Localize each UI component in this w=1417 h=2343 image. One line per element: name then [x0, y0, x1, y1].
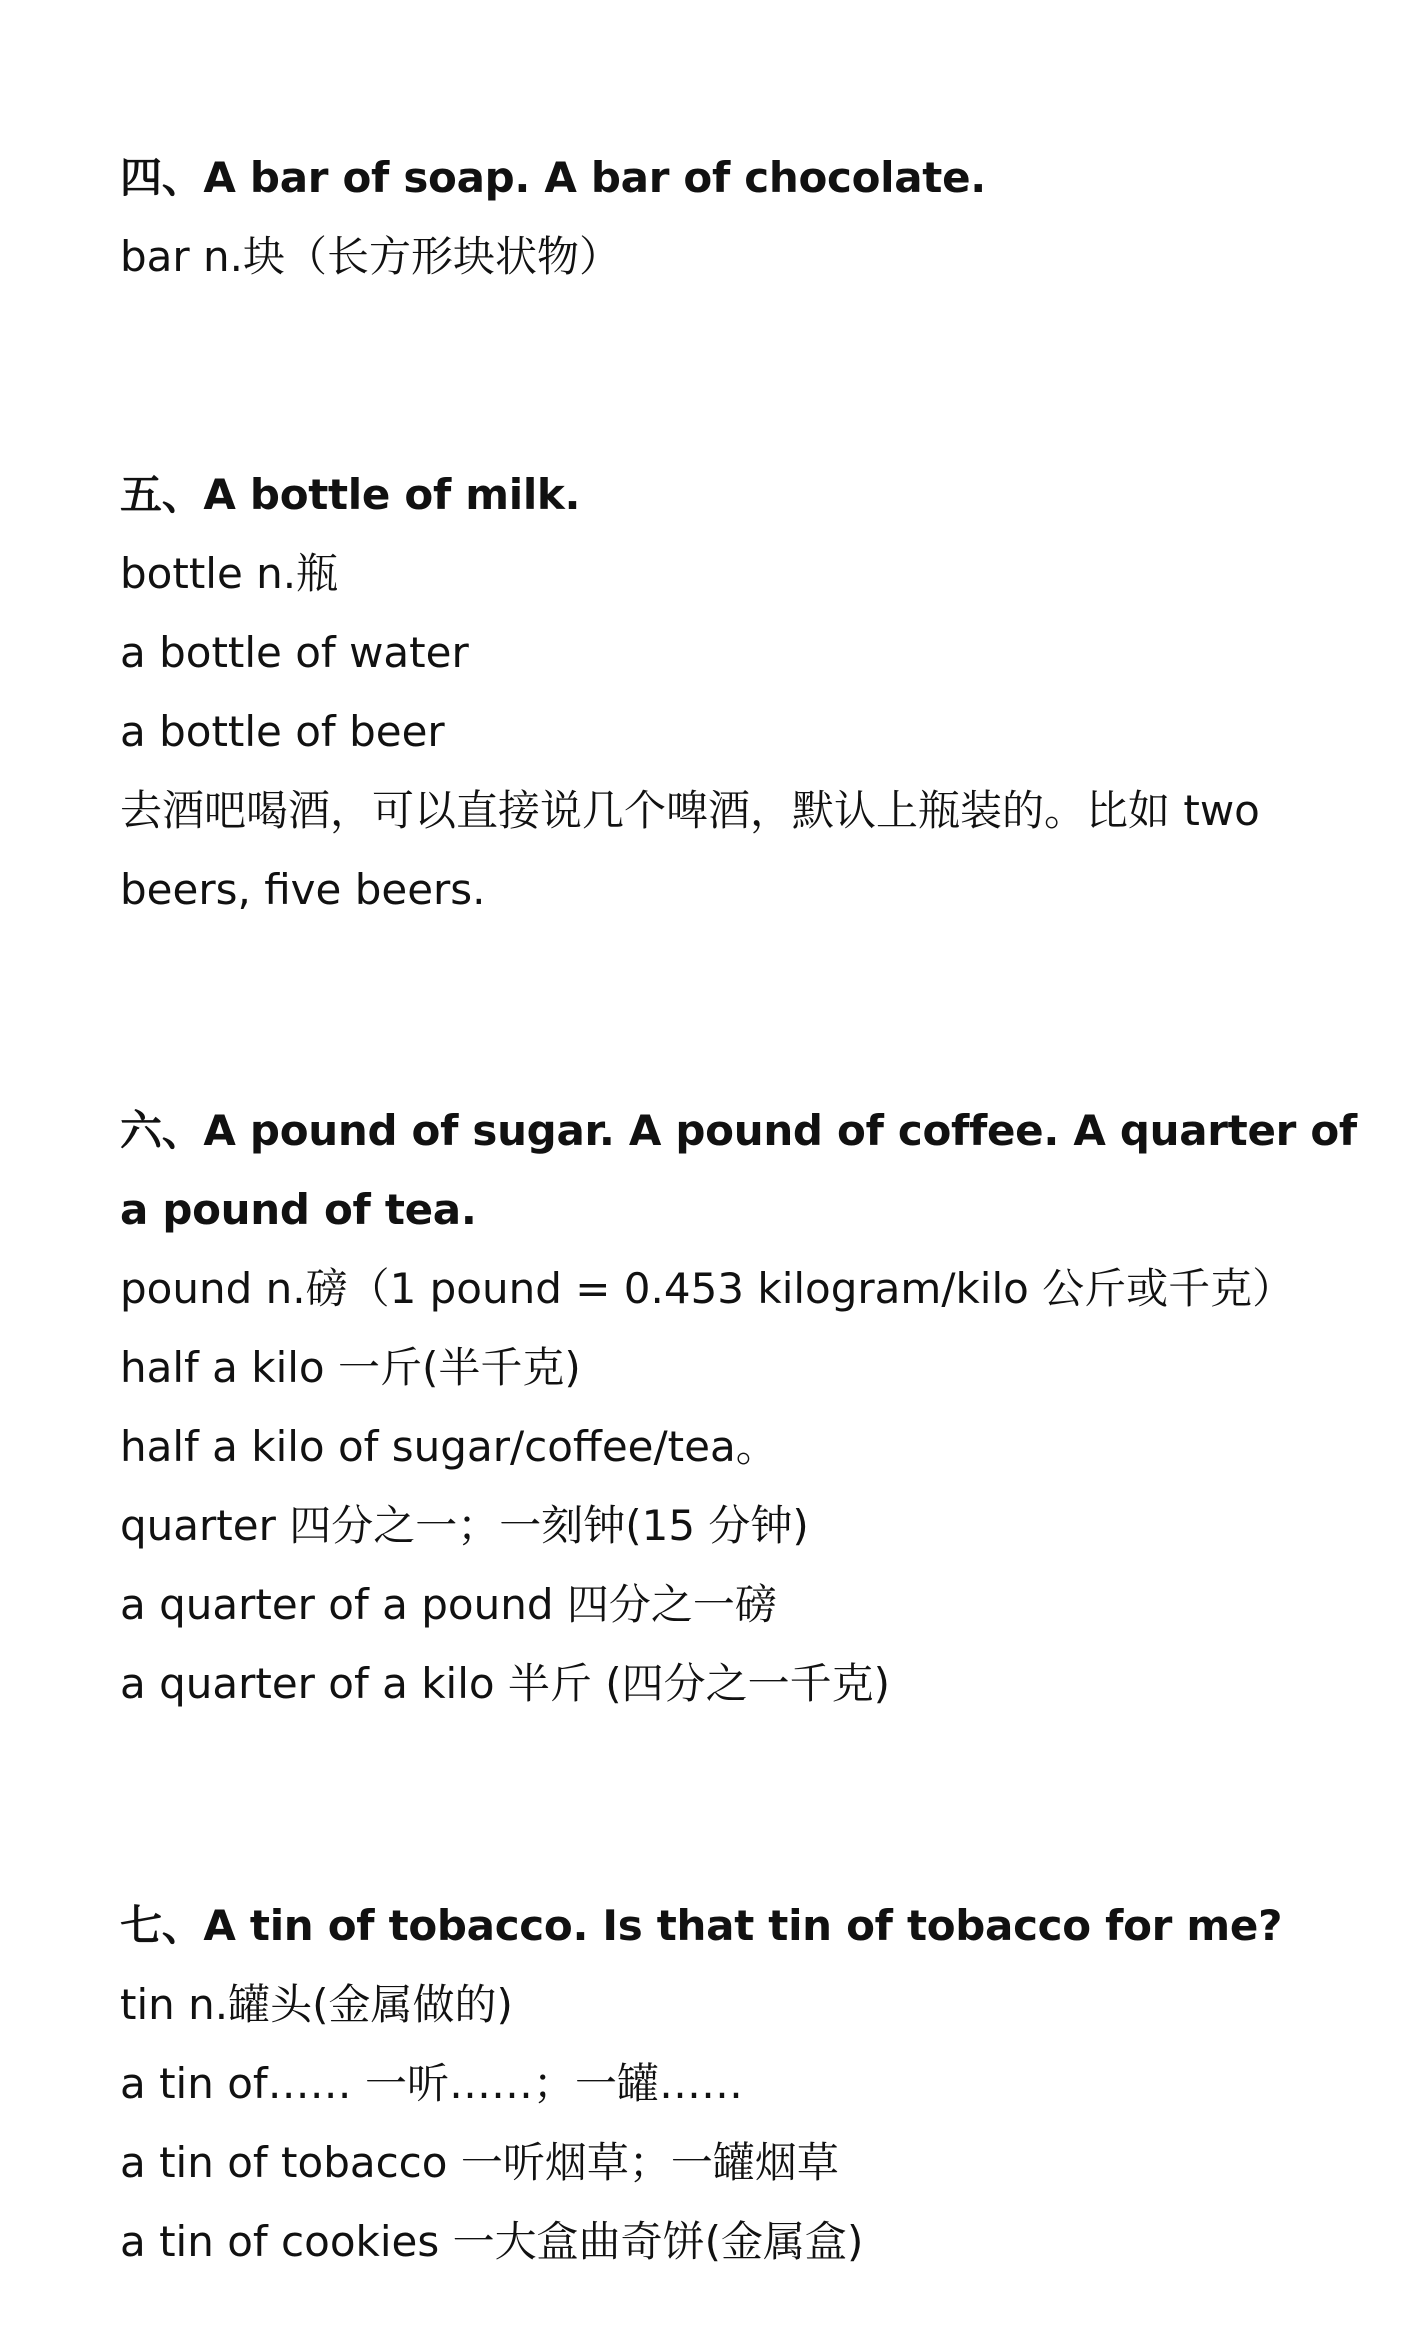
text-line: a tin of cookies 一大盒曲奇饼(金属盒) [120, 2217, 864, 2266]
section-heading-continued: a pound of tea. [120, 1185, 477, 1234]
text-line: beers, five beers. [120, 865, 486, 914]
text-line: half a kilo 一斤(半千克) [120, 1343, 581, 1392]
text-line: a quarter of a kilo 半斤 (四分之一千克) [120, 1659, 891, 1708]
section-heading: 七、A tin of tobacco. Is that tin of tobacco for me? [120, 1901, 1283, 1950]
text-line: 去酒吧喝酒，可以直接说几个啤酒，默认上瓶装的。比如 two [120, 786, 1260, 835]
text-line: a bottle of beer [120, 707, 445, 756]
section-five [120, 455, 1260, 929]
text-line: bar n.块（长方形块状物） [120, 232, 621, 281]
section-heading: 六、A pound of sugar. A pound of coffee. A quarter of [120, 1106, 1357, 1155]
text-line: a tin of…… 一听……；一罐…… [120, 2059, 744, 2108]
text-line: quarter 四分之一；一刻钟(15 分钟) [120, 1501, 809, 1550]
text-line: a bottle of water [120, 628, 469, 677]
text-line: pound n.磅（1 pound = 0.453 kilogram/kilo 公斤或千克） [120, 1264, 1295, 1313]
text-line: a tin of tobacco 一听烟草；一罐烟草 [120, 2138, 839, 2187]
text-line: a quarter of a pound 四分之一磅 [120, 1580, 777, 1629]
section-four [120, 138, 986, 296]
text-line: bottle n.瓶 [120, 549, 339, 598]
text-line: half a kilo of sugar/coffee/tea。 [120, 1422, 778, 1471]
text-line: tin n.罐头(金属做的) [120, 1980, 513, 2029]
section-seven [120, 1886, 1282, 2281]
section-heading: 四、A bar of soap. A bar of chocolate. [120, 153, 986, 202]
section-six [120, 1091, 1357, 1723]
section-heading: 五、A bottle of milk. [120, 470, 581, 519]
